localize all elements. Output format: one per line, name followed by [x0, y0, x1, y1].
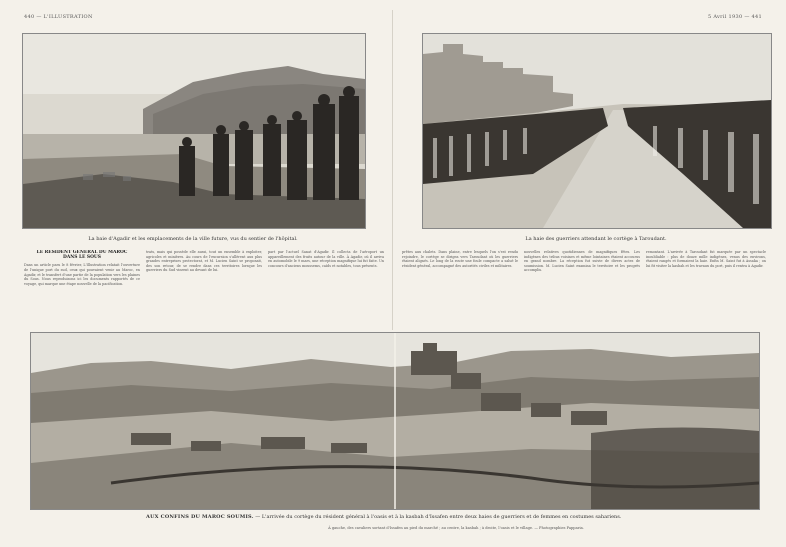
article-title-line1: LE RÉSIDENT GÉNÉRAL DU MAROC [36, 250, 128, 255]
article-column-6: remontant. L'arrivée à Taroudant fut marquée par un spectacle inoubliable : plus de douze mille indigènes, venus des environs, étaient rangés et formaient la haie. Enfin M. Saint fut à Assaka ; on lui fit visiter la kasbah et les travaux du port, puis il rentra à Agadir. [646, 250, 766, 268]
issafen-panorama-photo [30, 332, 760, 510]
bottom-caption [146, 514, 766, 520]
article-column-2: trats, mais qui possède elle aussi, tout un ensemble à exploiter, agricoles et minières. Au cours de l'excursion s'allèrent aux plus grandes entreprises protectorat, et M. Lucien Saint se proposait, des son retour, de se rendre dans ces territoires lorsque les guerriers du Sud vinrent au devant de lui. [146, 250, 262, 273]
bottom-caption-line2: À gauche, des cavaliers sortant d'Issafen au pied du marché ; au centre, la kasbah ; à droite, l'oasis et le village. — Photographies Papparia. [328, 526, 584, 530]
bottom-caption-title: AUX CONFINS DU MAROC SOUMIS. [146, 514, 254, 520]
bottom-caption-text: — L'arrivée du cortège du résident général à l'oasis et à la kasbah d'Issafen entre deux haies de guerriers et de femmes en costumes sahariens. [253, 514, 622, 520]
article-title [24, 250, 140, 260]
article-column-4: prêtes aux chalets. Dans plaine, entre lesquels l'on s'est rendu rejoindre, le cortège se dirigea vers Taroudant où les guerriers étaient alignés. Le long de la route une foule compacte a salué le résident général, accompagné des autorités civiles et militaires. [402, 250, 518, 268]
article-column-3: part par l'actuel Sanat d'Agadir. Il collecta de l'aéroport un appareillement des fruits autour de la ville. À Agadir, où il arriva en automobile le 9 mars, une réception magnifique lui fut faite. Un concours d'anciens moussems, caïds et notables, tous présents. [268, 250, 384, 268]
page-fold [392, 10, 393, 330]
agadir-photo-caption: La baie d'Agadir et les emplacements de la ville future, vus du sentier de l'hôpital. [88, 236, 298, 242]
right-page-header: 5 Avril 1930 — 441 [707, 14, 762, 20]
agadir-bay-photo [22, 33, 366, 229]
article-column-1-text: Dans un article paru le 8 février, L'Illustration relatait l'ouverture de l'unique port du sud, ceux qui pouvaient venir au Maroc, en Agadir, et le transfert d'une partie de la population vers les plaines du Sous. Nous reproduisons ici les documents rapportés de ce voyage, qui marque une étape nouvelle de la pacification. [24, 263, 140, 286]
left-page-header: 440 — L'ILLUSTRATION [24, 14, 93, 20]
article-column-5: nouvelles relatives quotidiennes de magnifiques fêtes. Les indigènes des tribus voisines et même lointaines étaient accourus en grand nombre. La réception fut suivie de divers actes de soumission. M. Lucien Saint examina le territoire et les progrès accomplis. [524, 250, 640, 273]
article-column-1 [24, 250, 140, 326]
taroudant-warriors-photo [422, 33, 772, 229]
article-title-line2: DANS LE SOUS [63, 255, 101, 261]
taroudant-photo-caption: La haie des guerriers attendant le cortège à Taroudant. [525, 236, 667, 242]
